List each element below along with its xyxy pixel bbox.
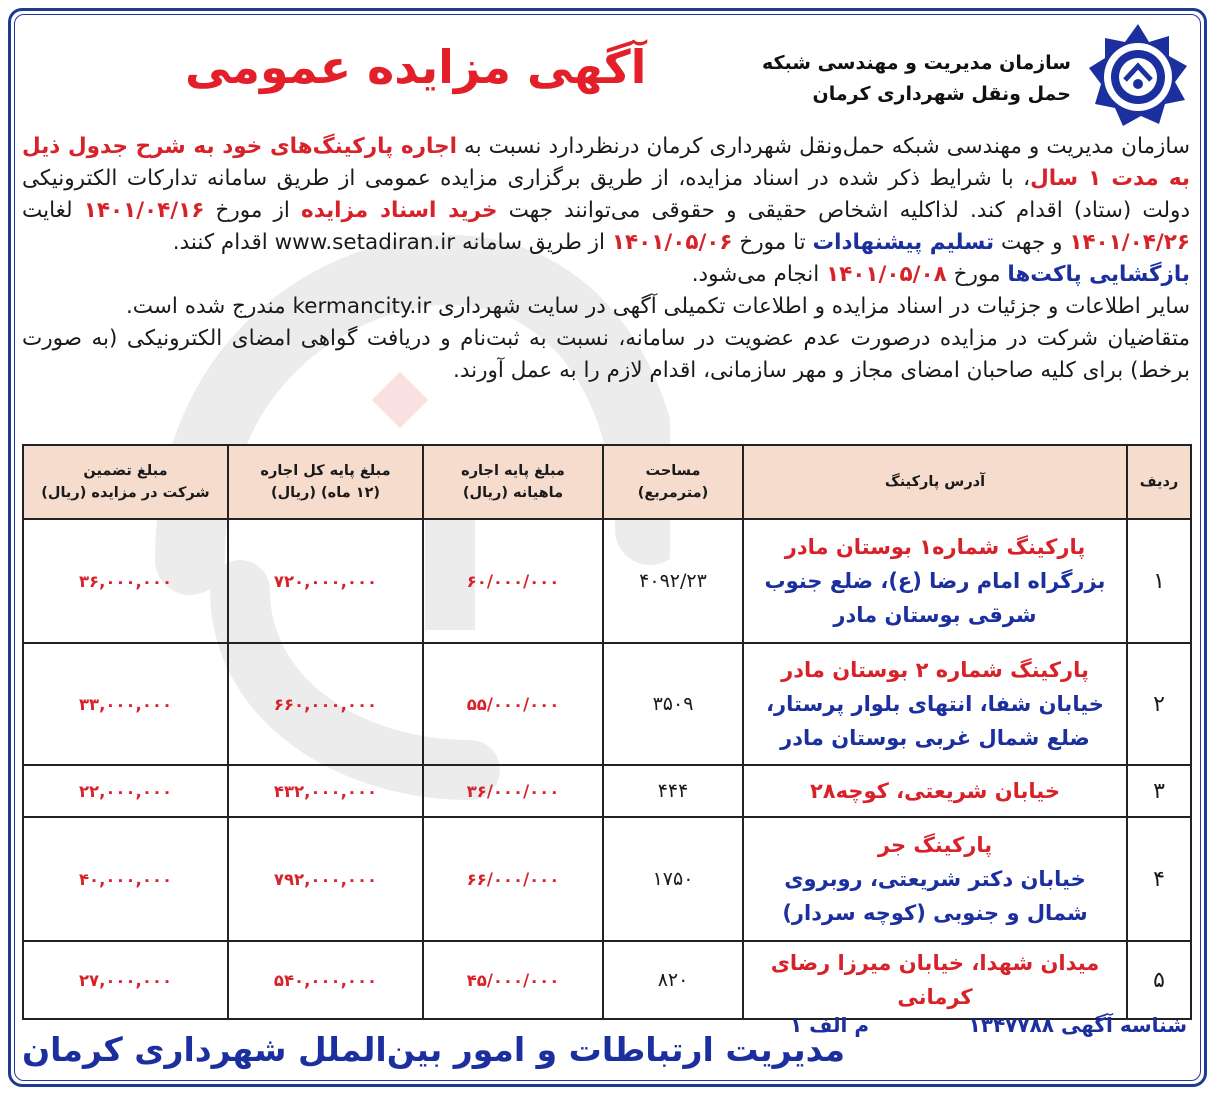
row-total: ۷۹۲,۰۰۰,۰۰۰: [228, 817, 423, 941]
header-area-line2: (مترمربع): [637, 485, 709, 501]
text-segment: انجام می‌شود.: [691, 262, 827, 287]
row-area: ۳۵۰۹: [603, 643, 743, 765]
date-opening: ۱۴۰۱/۰۵/۰۸: [826, 262, 947, 287]
row-address: [743, 643, 1127, 765]
header-total-line1: مبلغ پایه کل اجاره: [260, 463, 391, 479]
row-monthly: ۳۶/۰۰۰/۰۰۰: [423, 765, 603, 817]
row-area: ۱۷۵۰: [603, 817, 743, 941]
row-deposit: ۲۷,۰۰۰,۰۰۰: [23, 941, 228, 1019]
header-total-line2: (۱۲ ماه) (ریال): [270, 485, 381, 501]
highlight-submission: تسلیم پیشنهادات: [812, 230, 995, 255]
text-segment: سازمان مدیریت و مهندسی شبکه حمل‌ونقل شهرداری کرمان درنظردارد نسبت به: [456, 134, 1190, 159]
row-deposit: ۳۶,۰۰۰,۰۰۰: [23, 519, 228, 643]
paragraph-3: سایر اطلاعات و جزئیات در اسناد مزایده و اطلاعات تکمیلی آگهی در سایت شهرداری kermancity.ir مندرج شده است.: [125, 294, 1190, 319]
row-number: ۴: [1127, 817, 1191, 941]
highlight-opening: بازگشایی پاکت‌ها: [1007, 262, 1190, 287]
row-address: [743, 765, 1127, 817]
header-deposit-line1: مبلغ تضمین: [83, 463, 168, 479]
header-monthly: [423, 445, 603, 519]
paragraph-4: متقاضیان شرکت در مزایده درصورت عدم عضویت در سامانه، نسبت به ثبت‌نام و دریافت گواهی امضای الکترونیکی (به صورت برخط) برای کلیه صاحبان امضای مجاز و مهر سازمانی، اقدام لازم را به عمل آورند.: [22, 326, 1190, 383]
highlight-purchase-docs: خرید اسناد مزایده: [301, 198, 498, 223]
paragraph-1: [22, 131, 1190, 259]
row-monthly: ۴۵/۰۰۰/۰۰۰: [423, 941, 603, 1019]
date-end: ۱۴۰۱/۰۴/۲۶: [1069, 230, 1190, 255]
address-title: پارکینگ شماره۱ بوستان مادر: [784, 535, 1086, 559]
text-segment: تا مورخ: [732, 230, 813, 255]
paragraph-2: [22, 259, 1190, 291]
table-row: [23, 643, 1191, 765]
row-monthly: ۶۰/۰۰۰/۰۰۰: [423, 519, 603, 643]
row-total: ۴۳۲,۰۰۰,۰۰۰: [228, 765, 423, 817]
address-title: پارکینگ جر: [877, 833, 993, 857]
header-area-line1: مساحت: [645, 463, 701, 479]
header-row-number: ردیف: [1127, 445, 1191, 519]
ad-code: م الف ۱: [790, 1013, 869, 1037]
text-segment: لغایت: [22, 198, 84, 223]
address-detail: خیابان شفا، انتهای بلوار پرستار، ضلع شمال غربی بوستان مادر: [766, 692, 1104, 750]
address-detail: بزرگراه امام رضا (ع)، ضلع جنوب شرقی بوستان مادر: [764, 569, 1106, 627]
organization-logo-icon: [1083, 22, 1193, 132]
row-monthly: ۵۵/۰۰۰/۰۰۰: [423, 643, 603, 765]
department-signature: مدیریت ارتباطات و امور بین‌الملل شهرداری کرمان: [22, 1030, 846, 1069]
date-start: ۱۴۰۱/۰۴/۱۶: [83, 198, 205, 223]
row-monthly: ۶۶/۰۰۰/۰۰۰: [423, 817, 603, 941]
row-area: ۸۲۰: [603, 941, 743, 1019]
table-row: [23, 765, 1191, 817]
org-line-1: سازمان مدیریت و مهندسی شبکه: [761, 52, 1071, 74]
highlight-lease: اجاره پارکینگ‌های خود به شرح جدول ذیل به مدت ۱ سال: [22, 134, 1190, 191]
row-address: [743, 817, 1127, 941]
address-title: میدان شهدا، خیابان میرزا رضای کرمانی: [770, 951, 1100, 1009]
address-detail: خیابان دکتر شریعتی، روبروی شمال و جنوبی (کوچه سردار): [782, 867, 1088, 925]
ad-identifier: شناسه آگهی ۱۳۴۷۷۸۸: [968, 1013, 1187, 1037]
organization-name: [762, 48, 1071, 110]
text-segment: و جهت: [994, 230, 1070, 255]
header-monthly-line2: ماهیانه (ریال): [462, 485, 564, 501]
text-segment: از مورخ: [204, 198, 301, 223]
row-area: ۴۴۴: [603, 765, 743, 817]
row-deposit: ۳۳,۰۰۰,۰۰۰: [23, 643, 228, 765]
row-number: ۳: [1127, 765, 1191, 817]
address-title: خیابان شریعتی، کوچه۲۸: [809, 779, 1061, 803]
row-number: ۵: [1127, 941, 1191, 1019]
row-number: ۱: [1127, 519, 1191, 643]
table-row: [23, 817, 1191, 941]
header-deposit-line2: شرکت در مزایده (ریال): [41, 485, 210, 501]
text-segment: از طریق سامانه www.setadiran.ir اقدام کنند.: [172, 230, 612, 255]
header-area: [603, 445, 743, 519]
header-monthly-line1: مبلغ پایه اجاره: [461, 463, 565, 479]
row-address: [743, 941, 1127, 1019]
row-deposit: ۲۲,۰۰۰,۰۰۰: [23, 765, 228, 817]
table-row: [23, 941, 1191, 1019]
table-row: [23, 519, 1191, 643]
header-address: آدرس پارکینگ: [743, 445, 1127, 519]
row-area: ۴۰۹۲/۲۳: [603, 519, 743, 643]
announcement-body: [22, 131, 1190, 387]
text-segment: ، با شرایط ذکر شده در اسناد مزایده، از طریق برگزاری مزایده عمومی از طریق سامانه تدارکات الکترونیکی دولت (ستاد) اقدام کند. لذاکلیه اشخاص حقیقی و حقوقی می‌توانند جهت: [22, 166, 1191, 223]
org-line-2: حمل ونقل شهرداری کرمان: [812, 83, 1071, 105]
row-total: ۶۶۰,۰۰۰,۰۰۰: [228, 643, 423, 765]
date-submission: ۱۴۰۱/۰۵/۰۶: [611, 230, 733, 255]
row-total: ۵۴۰,۰۰۰,۰۰۰: [228, 941, 423, 1019]
address-title: پارکینگ شماره ۲ بوستان مادر: [781, 658, 1089, 682]
text-segment: مورخ: [946, 262, 1008, 287]
header-total: [228, 445, 423, 519]
row-address: [743, 519, 1127, 643]
row-deposit: ۴۰,۰۰۰,۰۰۰: [23, 817, 228, 941]
row-number: ۲: [1127, 643, 1191, 765]
header-deposit: [23, 445, 228, 519]
table-header-row: [23, 445, 1191, 519]
page-title: آگهی مزایده عمومی: [185, 40, 647, 94]
row-total: ۷۲۰,۰۰۰,۰۰۰: [228, 519, 423, 643]
parking-table: [22, 444, 1192, 1020]
